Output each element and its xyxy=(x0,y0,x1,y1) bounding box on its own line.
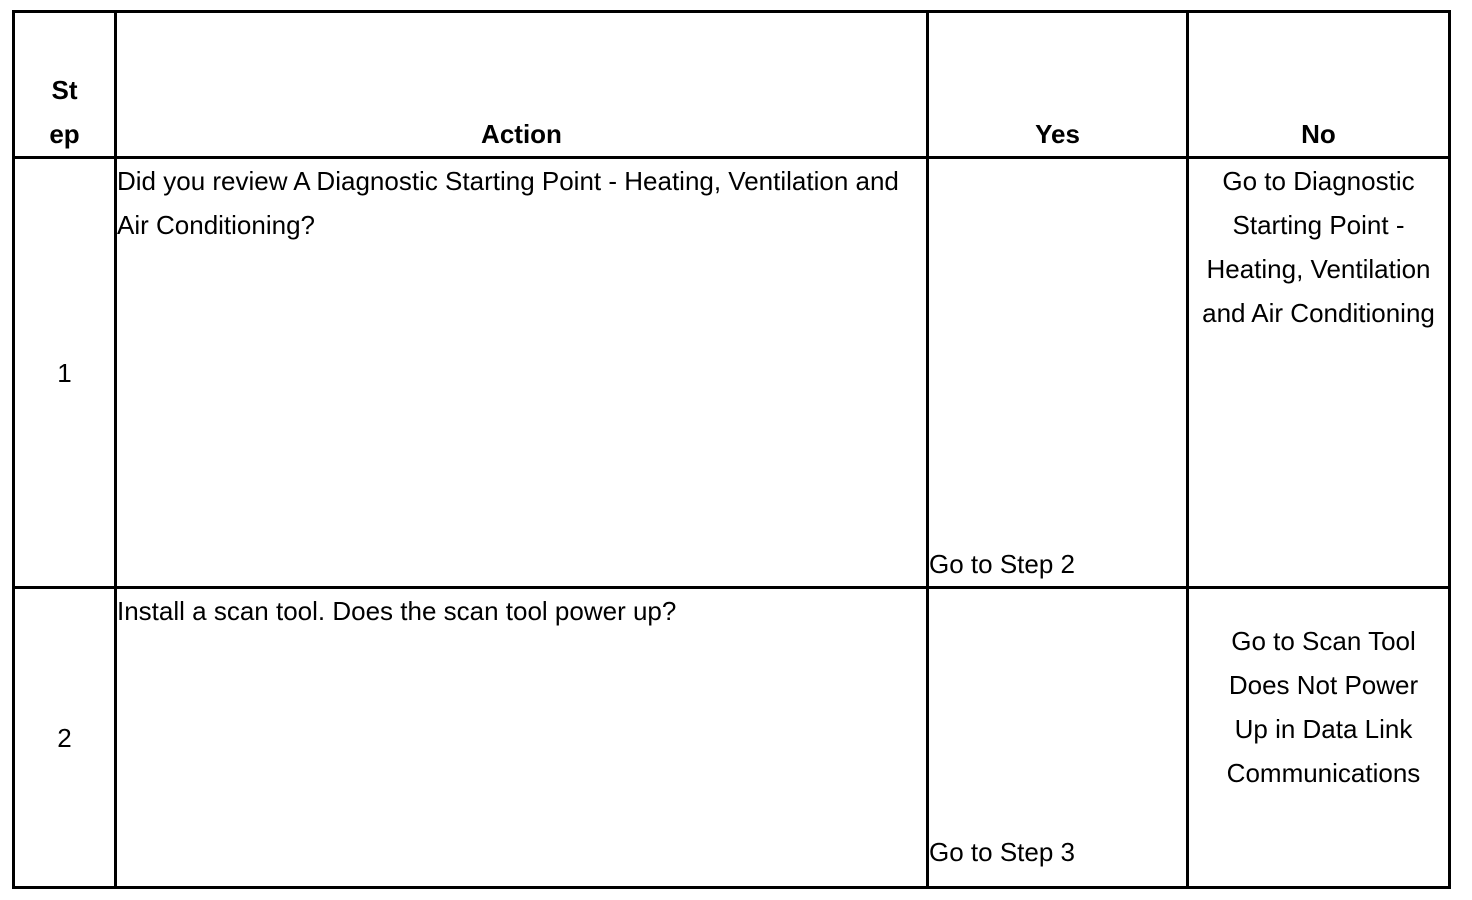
action-cell: Did you review A Diagnostic Starting Point - Heating, Ventilation and Air Conditioning? xyxy=(116,158,928,588)
diagnostic-table xyxy=(12,10,1451,889)
diagnostic-table-sheet xyxy=(12,10,1448,886)
header-yes: Yes xyxy=(928,12,1188,158)
table-header-row xyxy=(14,12,1450,158)
step-number-cell: 1 xyxy=(14,158,116,588)
no-cell: Go to Scan Tool Does Not Power Up in Data Link Communications xyxy=(1188,588,1450,888)
header-no: No xyxy=(1188,12,1450,158)
step-number-cell: 2 xyxy=(14,588,116,888)
header-step-line1: St xyxy=(51,75,78,105)
no-cell: Go to Diagnostic Starting Point - Heating, Ventilation and Air Conditioning xyxy=(1188,158,1450,588)
action-cell: Install a scan tool. Does the scan tool power up? xyxy=(116,588,928,888)
header-action: Action xyxy=(116,12,928,158)
header-step-line2: ep xyxy=(49,119,80,149)
header-step xyxy=(14,12,116,158)
table-row xyxy=(14,588,1450,888)
yes-cell: Go to Step 3 xyxy=(928,588,1188,888)
table-row xyxy=(14,158,1450,588)
yes-cell: Go to Step 2 xyxy=(928,158,1188,588)
